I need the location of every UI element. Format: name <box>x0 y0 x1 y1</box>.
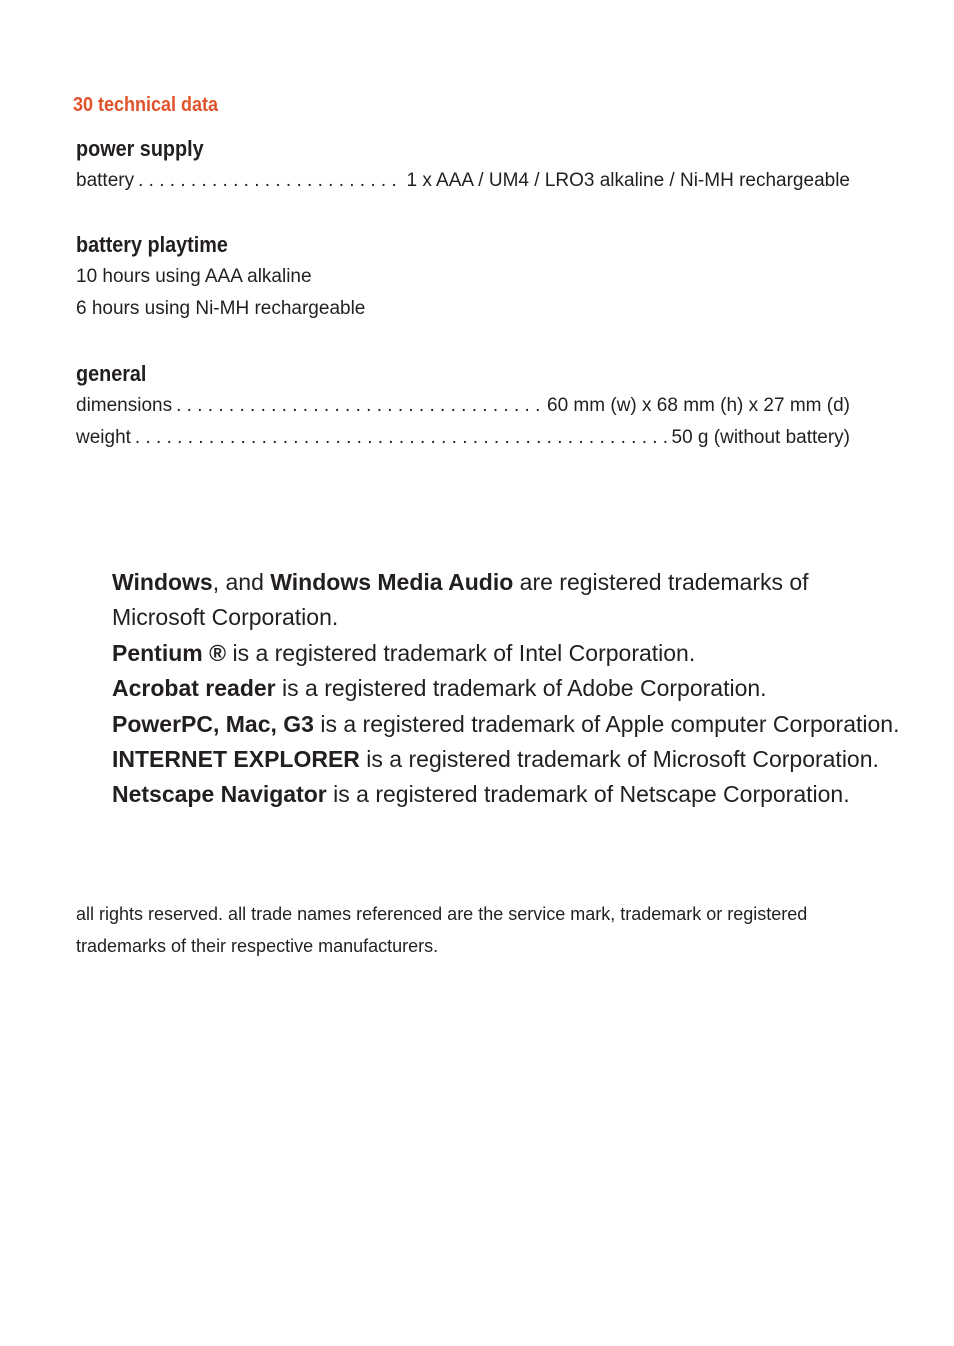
trademark-text: is a registered trademark of Microsoft Corporation. <box>359 746 879 773</box>
trademark-name: INTERNET EXPLORER <box>112 746 360 773</box>
rights-footer <box>76 898 876 962</box>
trademark-separator: , and <box>212 569 271 595</box>
dot-leader <box>135 422 668 454</box>
trademark-name: Windows Media Audio <box>270 569 514 595</box>
spec-label: battery <box>76 170 135 191</box>
section-title-general: general <box>76 361 147 386</box>
trademark-text: is a registered trademark of Intel Corporation. <box>226 639 696 666</box>
section-title-power-supply: power supply <box>76 136 204 161</box>
power-supply-section <box>76 133 850 197</box>
trademark-internet-explorer <box>112 742 902 777</box>
trademark-acrobat <box>112 671 902 706</box>
spec-value: 50 g (without battery) <box>671 427 850 448</box>
dot-leader <box>176 390 543 422</box>
trademark-text: is a registered trademark of Apple computer Corporation. <box>313 710 900 737</box>
trademark-text: is a registered trademark of Adobe Corporation. <box>275 675 767 702</box>
dot-leader <box>138 165 402 197</box>
spec-value: 60 mm (w) x 68 mm (h) x 27 mm (d) <box>547 395 850 416</box>
spec-label: dimensions <box>76 395 173 416</box>
general-section <box>76 358 850 454</box>
rights-text: all rights reserved. all trade names referenced are the service mark, trademark or registered trademarks of their respective manufacturers. <box>76 904 808 956</box>
spec-row-weight <box>76 422 850 454</box>
spec-label: weight <box>76 427 131 448</box>
trademark-text: are registered trademarks of Microsoft Corporation. <box>112 569 809 631</box>
page-heading: 30 technical data <box>73 94 219 116</box>
trademark-name: PowerPC, Mac, G3 <box>112 710 314 737</box>
trademark-name: Acrobat reader <box>112 675 276 702</box>
playtime-line-alkaline: 10 hours using AAA alkaline <box>76 266 312 287</box>
section-title-battery-playtime: battery playtime <box>76 232 228 257</box>
trademark-notices <box>112 565 902 813</box>
trademark-name: Pentium ® <box>112 639 227 666</box>
battery-playtime-section <box>76 229 850 325</box>
trademark-text: is a registered trademark of Netscape Corporation. <box>326 781 850 808</box>
spec-row-dimensions <box>76 390 850 422</box>
trademark-windows <box>112 565 902 636</box>
trademark-name: Windows <box>112 569 213 595</box>
trademark-apple <box>112 707 902 742</box>
trademark-pentium <box>112 636 902 671</box>
playtime-line-nimh: 6 hours using Ni-MH rechargeable <box>76 298 366 319</box>
trademark-name: Netscape Navigator <box>112 781 327 808</box>
trademark-netscape <box>112 777 902 812</box>
spec-value: 1 x AAA / UM4 / LRO3 alkaline / Ni-MH rechargeable <box>406 170 850 191</box>
spec-row-battery <box>76 165 850 197</box>
